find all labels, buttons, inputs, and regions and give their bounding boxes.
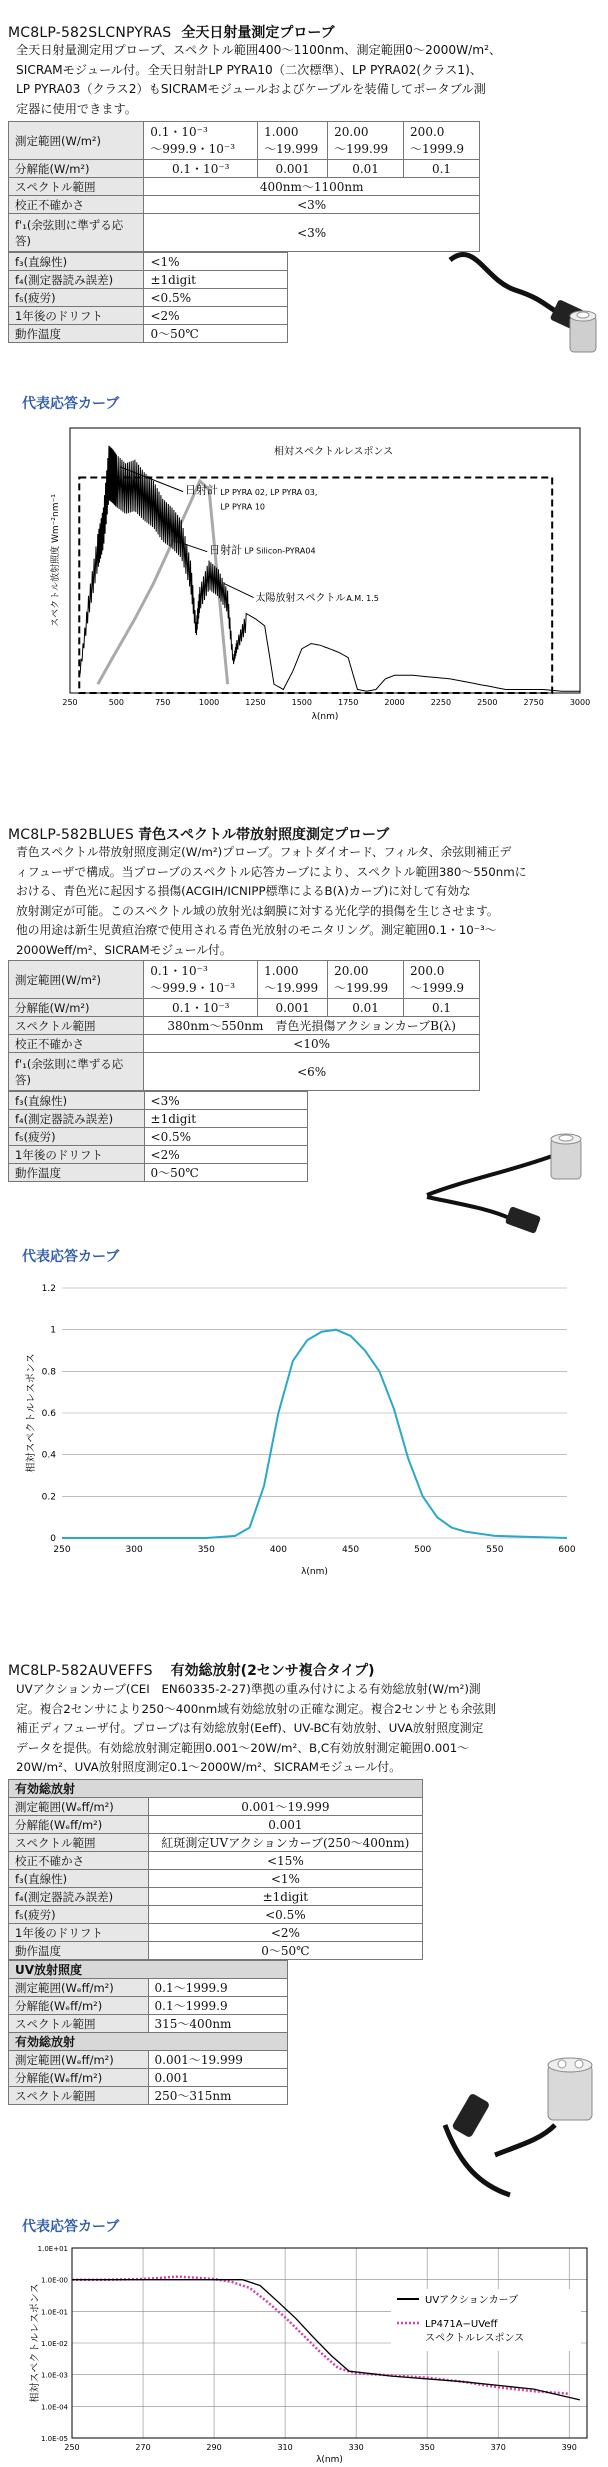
x-tick-label: 310 (277, 2443, 293, 2452)
spectrum-label: スペクトル範囲 (9, 1834, 149, 1852)
x-tick-label: 330 (348, 2443, 364, 2452)
x-tick-label: 370 (490, 2443, 506, 2452)
fatigue-value: <0.5% (144, 1128, 307, 1146)
annotation-label: 日射計 (184, 483, 218, 497)
resolution-value: 0.1〜1999.9 (148, 1997, 287, 2015)
resolution-label: 分解能(W/m²) (9, 160, 144, 178)
fatigue-label: f₅(疲労) (9, 1128, 145, 1146)
x-tick-label: 450 (341, 1545, 360, 1555)
resolution-value: 0.001 (148, 1816, 422, 1834)
uncertainty-label: 校正不確かさ (9, 1035, 144, 1053)
x-tick-label: 500 (414, 1545, 432, 1555)
description-line: LP PYRA03（クラス2）もSICRAMモジュールおよびケーブルを装備してポータブル測 (16, 82, 486, 96)
range-value: 0.1〜1999.9 (148, 1979, 287, 1997)
description-line: データを提供。有効総放射測定範囲0.001〜20W/m²、B,C有効放射測定範囲0.001〜 (16, 1740, 470, 1755)
resolution-label: 分解能(W/m²) (9, 999, 144, 1017)
cosine-value: <3% (144, 214, 480, 252)
annotation-label: LP PYRA 02, LP PYRA 03, (220, 488, 318, 498)
spectrum-value: 380nm〜550nm 青色光損傷アクションカーブB(λ) (144, 1017, 480, 1035)
description-line: 他の用途は新生児黄疸治療で使用される青色光放射のモニタリング。測定範囲0.1・10⁻³〜 (16, 923, 497, 937)
y-axis-label: 相対スペクトルレスポンス (26, 1353, 37, 1473)
linearity-value: <1% (144, 253, 288, 271)
x-axis-label: λ(nm) (316, 2455, 343, 2465)
description-line: 青色スペクトル帯放射照度測定(W/m²)プローブ。フォトダイオード、フィルタ、余弦則補正デ (16, 845, 512, 859)
section-title (8, 1660, 375, 1680)
x-tick-label: 1000 (198, 698, 220, 707)
spectrum-label: スペクトル範囲 (9, 1017, 144, 1035)
y-tick-label: 1.0E-04 (41, 2403, 68, 2412)
cosine-label: f'₁(余弦則に準ずる応答) (9, 214, 144, 252)
fatigue-value: <0.5% (148, 1906, 422, 1924)
range-cell: 200.0 〜1999.9 (404, 961, 480, 999)
cosine-label: f'₁(余弦則に準ずる応答) (9, 1053, 144, 1091)
resolution-cell: 0.1 (404, 160, 480, 178)
x-tick-label: 2500 (477, 698, 498, 707)
annotation-label: 相対スペクトルレスポンス (274, 446, 394, 458)
x-tick-label: 250 (64, 2443, 80, 2452)
spectrum-label: スペクトル範囲 (9, 2015, 149, 2033)
spectrum-value: 315〜400nm (148, 2015, 287, 2033)
y-axis-label: スペクトル放射照度 Wm⁻²nm⁻¹ (51, 494, 61, 627)
x-tick-label: 750 (155, 698, 171, 707)
x-tick-label: 1500 (291, 698, 312, 707)
resolution-cell: 0.01 (328, 160, 404, 178)
x-axis-label: λ(nm) (301, 1567, 328, 1577)
x-tick-label: 350 (197, 1545, 215, 1555)
y-tick-label: 1.0E-03 (41, 2371, 68, 2380)
range-cell: 1.000 〜19.999 (258, 961, 328, 999)
section-title (8, 22, 335, 42)
range-label: 測定範囲(Wₑff/m²) (9, 1798, 149, 1816)
resolution-cell: 0.1 (404, 999, 480, 1017)
product-title: 有効総放射(2センサ複合タイプ) (170, 1663, 375, 1679)
linearity-label: f₃(直線性) (9, 1092, 145, 1110)
annotation-label: LP PYRA 10 (220, 502, 266, 512)
product-title: 全天日射量測定プローブ (181, 25, 335, 41)
resolution-cell: 0.001 (258, 160, 328, 178)
description-line: おける、青色光に起因する損傷(ACGIH/ICNIPP標準によるB(λ)カーブ)に対して有効な (16, 884, 471, 898)
curve-heading: 代表応答カーブ (22, 2219, 120, 2235)
x-tick-label: 550 (486, 1545, 504, 1555)
description-line: 全天日射量測定用プローブ、スペクトル範囲400〜1100nm、測定範囲0〜2000W/m²、 (16, 43, 502, 57)
range-label: 測定範囲(Wₑff/m²) (9, 2051, 149, 2069)
annotation-label: 太陽放射スペクトル (255, 593, 346, 605)
annotation-label: 日射計 (209, 543, 243, 557)
uncertainty-label: 校正不確かさ (9, 196, 144, 214)
description-line: UVアクションカーブ(CEI EN60335-2-27)準拠の重み付けによる有効総放射(W/m²)測 (16, 1682, 481, 1696)
uncertainty-value: <15% (148, 1852, 422, 1870)
cosine-value: <6% (144, 1053, 480, 1091)
legend-label: UVアクションカーブ (425, 2295, 519, 2306)
resolution-cell: 0.1・10⁻³ (144, 160, 258, 178)
section-title (8, 824, 389, 844)
description-line: 定。複合2センサにより250〜400nm域有効総放射の正確な測定。複合2センサとも余弦則 (16, 1701, 497, 1716)
x-tick-label: 300 (125, 1545, 143, 1555)
reading-error-value: ±1digit (148, 1888, 422, 1906)
x-tick-label: 350 (419, 2443, 435, 2452)
linearity-value: <1% (148, 1870, 422, 1888)
description-line: 定器に使用できます。 (16, 101, 137, 116)
curve-heading: 代表応答カーブ (22, 396, 120, 412)
resolution-cell: 0.001 (258, 999, 328, 1017)
y-tick-label: 1.0E-05 (41, 2435, 68, 2443)
x-tick-label: 2750 (523, 698, 544, 707)
description-line: 2000Weff/m²、SICRAMモジュール付。 (16, 942, 232, 957)
reading-error-label: f₄(測定器読み誤差) (9, 1110, 145, 1128)
fatigue-label: f₅(疲労) (9, 289, 144, 307)
range-cell: 1.000 〜19.999 (258, 122, 328, 160)
description-line: 補正ディフューザ付。プローブは有効総放射(Eeff)、UV-BC有効放射、UVA放射照度測定 (16, 1721, 484, 1735)
description-line: 放射測定が可能。このスペクトル域の放射光は網膜に対する光化学的損傷を生じさせます。 (16, 903, 499, 918)
x-tick-label: 2250 (430, 698, 452, 707)
spectrum-label: スペクトル範囲 (9, 2087, 149, 2105)
x-tick-label: 250 (62, 698, 78, 707)
series-blue-response (62, 1330, 567, 1538)
legend-label: スペクトルレスポンス (425, 2333, 525, 2344)
drift-value: <2% (144, 1146, 307, 1164)
linearity-label: f₃(直線性) (9, 1870, 149, 1888)
y-tick-label: 0 (50, 1534, 56, 1544)
table-section-header: UV放射照度 (9, 1961, 288, 1979)
uncertainty-value: <10% (144, 1035, 480, 1053)
x-tick-label: 290 (206, 2443, 222, 2452)
spectrum-label: スペクトル範囲 (9, 178, 144, 196)
x-axis-label: λ(nm) (311, 712, 339, 722)
x-tick-label: 1750 (338, 698, 359, 707)
description-line: 20W/m²、UVA放射照度測定0.1〜2000W/m²、SICRAMモジュール付。 (16, 1760, 401, 1774)
x-tick-label: 250 (53, 1545, 71, 1555)
y-tick-label: 1.0E+01 (37, 2245, 68, 2253)
y-tick-label: 0.8 (41, 1367, 56, 1378)
drift-value: <2% (144, 307, 288, 325)
x-tick-label: 3000 (569, 698, 591, 707)
fatigue-value: <0.5% (144, 289, 288, 307)
spectrum-value: 400nm〜1100nm (144, 178, 480, 196)
annotation-pointer (224, 583, 254, 597)
resolution-cell: 0.01 (328, 999, 404, 1017)
y-tick-label: 1.2 (41, 1284, 56, 1294)
product-description (16, 843, 596, 960)
y-tick-label: 1.0E-01 (41, 2308, 68, 2317)
range-cell: 0.1・10⁻³ 〜999.9・10⁻³ (144, 122, 258, 160)
x-tick-label: 500 (108, 698, 125, 707)
x-tick-label: 390 (561, 2443, 577, 2452)
range-label: 測定範囲(W/m²) (9, 122, 144, 160)
range-cell: 200.0 〜1999.9 (404, 122, 480, 160)
resolution-cell: 0.1・10⁻³ (144, 999, 258, 1017)
resolution-label: 分解能(Wₑff/m²) (9, 1997, 149, 2015)
fatigue-label: f₅(疲労) (9, 1906, 149, 1924)
product-code: MC8LP-582BLUES (8, 827, 134, 843)
resolution-label: 分解能(Wₑff/m²) (9, 1816, 149, 1834)
x-tick-label: 600 (558, 1545, 576, 1555)
chart-solar-spectrum (40, 418, 600, 733)
drift-label: 1年後のドリフト (9, 1924, 149, 1942)
chart-blue-light-response (20, 1270, 590, 1580)
spec-table (8, 1779, 423, 2105)
reading-error-value: ±1digit (144, 1110, 307, 1128)
curve-heading: 代表応答カーブ (22, 1249, 120, 1265)
spec-table (8, 121, 480, 343)
uncertainty-value: <3% (144, 196, 480, 214)
reading-error-label: f₄(測定器読み誤差) (9, 1888, 149, 1906)
reading-error-value: ±1digit (144, 271, 288, 289)
probe-photo (440, 2045, 605, 2200)
range-value: 0.001〜19.999 (148, 2051, 287, 2069)
probe-photo (445, 220, 605, 360)
range-cell: 0.1・10⁻³ 〜999.9・10⁻³ (144, 961, 258, 999)
annotation-label: A.M. 1.5 (346, 594, 379, 604)
x-tick-label: 400 (269, 1545, 288, 1555)
drift-value: <2% (148, 1924, 422, 1942)
x-tick-label: 270 (135, 2443, 151, 2452)
range-label: 測定範囲(W/m²) (9, 961, 144, 999)
range-cell: 20.00 〜199.99 (328, 961, 404, 999)
description-line: ィフューザで構成。当プローブのスペクトル応答カーブにより、スペクトル範囲380〜550nmに (16, 864, 527, 879)
y-tick-label: 0.4 (41, 1450, 56, 1461)
reading-error-label: f₄(測定器読み誤差) (9, 271, 144, 289)
temperature-value: 0〜50℃ (144, 325, 288, 343)
x-tick-label: 2000 (384, 698, 405, 707)
series-solar-am15 (79, 446, 580, 692)
y-tick-label: 1 (50, 1325, 56, 1336)
uncertainty-label: 校正不確かさ (9, 1852, 149, 1870)
product-code: MC8LP-582SLCNPYRAS (8, 25, 172, 41)
legend-label: LP471A−UVeff (425, 2319, 498, 2330)
resolution-value: 0.001 (148, 2069, 287, 2087)
probe-photo (425, 1125, 605, 1245)
range-value: 0.001〜19.999 (148, 1798, 422, 1816)
linearity-label: f₃(直線性) (9, 253, 144, 271)
linearity-value: <3% (144, 1092, 307, 1110)
product-title: 青色スペクトル帯放射照度測定プローブ (137, 827, 390, 843)
spec-table (8, 960, 480, 1182)
drift-label: 1年後のドリフト (9, 307, 144, 325)
spectrum-value: 紅斑測定UVアクションカーブ(250〜400nm) (148, 1834, 422, 1852)
table-section-header: 有効総放射 (9, 1780, 423, 1798)
table-section-header: 有効総放射 (9, 2033, 288, 2051)
range-cell: 20.00 〜199.99 (328, 122, 404, 160)
plot-frame (70, 428, 580, 693)
range-label: 測定範囲(Wₑff/m²) (9, 1979, 149, 1997)
temperature-value: 0〜50℃ (148, 1942, 422, 1960)
drift-label: 1年後のドリフト (9, 1146, 145, 1164)
product-description (16, 41, 596, 119)
product-description (16, 1680, 596, 1778)
temperature-value: 0〜50℃ (144, 1164, 307, 1182)
y-tick-label: 0.2 (41, 1492, 56, 1503)
y-tick-label: 0.6 (41, 1409, 56, 1419)
spectrum-value: 250〜315nm (148, 2087, 287, 2105)
x-tick-label: 1250 (245, 698, 266, 707)
temperature-label: 動作温度 (9, 325, 144, 343)
product-code: MC8LP-582AUVEFFS (8, 1663, 153, 1679)
description-line: SICRAMモジュール付。全天日射計LP PYRA10（二次標準）、LP PYRA02(クラス1)、 (16, 62, 483, 77)
y-tick-label: 1.0E-00 (41, 2276, 68, 2285)
temperature-label: 動作温度 (9, 1942, 149, 1960)
resolution-label: 分解能(Wₑff/m²) (9, 2069, 149, 2087)
y-tick-label: 1.0E-02 (41, 2340, 68, 2348)
temperature-label: 動作温度 (9, 1164, 145, 1182)
y-axis-label: 相対スペクトルレスポンス (30, 2283, 41, 2403)
annotation-label: LP Silicon-PYRA04 (244, 546, 316, 556)
chart-uv-action-curve (20, 2240, 595, 2465)
